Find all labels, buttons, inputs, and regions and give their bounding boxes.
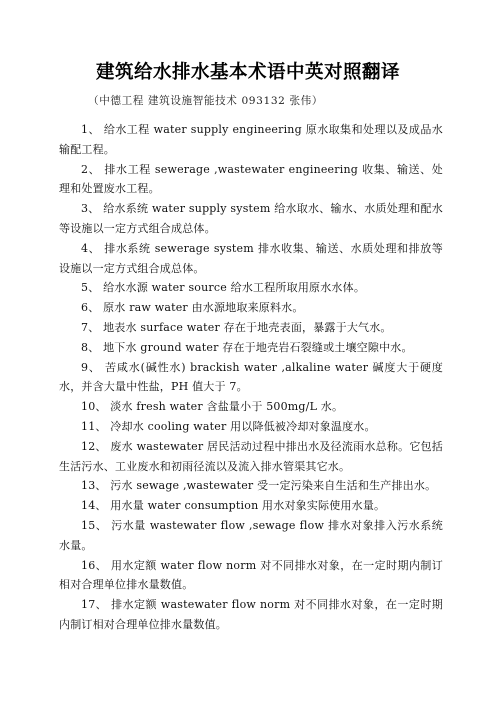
term-entry: 11、 冷却水 cooling water 用以降低被冷却对象温度水。 xyxy=(81,419,376,433)
term-entry: 13、 污水 sewage ,wastewater 受一定污染来自生活和生产排出水。 xyxy=(81,479,437,493)
term-entry: 16、 用水定额 water flow norm 对不同排水对象，在一定时期内制订相对合理单位排水量数值。 xyxy=(59,558,443,592)
document-title: 建筑给水排水基本术语中英对照翻译 xyxy=(95,62,400,83)
document-subtitle: （中德工程 建筑设施智能技术 093132 张伟） xyxy=(88,95,324,107)
term-entry: 4、 排水系统 sewerage system 排水收集、输送、水质处理和排放等设施以一定方式组合成总体。 xyxy=(59,241,443,275)
term-entry: 17、 排水定额 wastewater flow norm 对不同排水对象，在一定时期内制订相对合理单位排水量数值。 xyxy=(59,598,443,631)
term-entry: 8、 地下水 ground water 存在于地壳岩石裂缝或土壤空隙中水。 xyxy=(81,340,413,354)
term-entry: 9、 苦咸水(碱性水) brackish water ,alkaline water 碱度大于硬度水，并含大量中性盐，PH 值大于 7。 xyxy=(59,360,443,394)
term-entry: 7、 地表水 surface water 存在于地壳表面，暴露于大气水。 xyxy=(81,320,392,334)
term-list xyxy=(59,120,443,635)
term-entry: 3、 给水系统 water supply system 给水取水、输水、水质处理和配水等设施以一定方式组合成总体。 xyxy=(59,202,443,235)
term-entry: 14、 用水量 water consumption 用水对象实际使用水量。 xyxy=(81,499,386,513)
term-entry: 6、 原水 raw water 由水源地取来原料水。 xyxy=(81,301,304,315)
term-entry: 12、 废水 wastewater 居民活动过程中排出水及径流雨水总称。它包括生活污水、工业废水和初雨径流以及流入排水管渠其它水。 xyxy=(59,439,443,473)
term-entry: 5、 给水水源 water source 给水工程所取用原水水体。 xyxy=(81,281,366,295)
term-entry: 10、 淡水 fresh water 含盐量小于 500mg/L 水。 xyxy=(81,400,344,414)
term-entry: 2、 排水工程 sewerage ,wastewater engineering 收集、输送、处理和处置废水工程。 xyxy=(59,162,443,196)
term-entry: 1、 给水工程 water supply engineering 原水取集和处理以及成品水输配工程。 xyxy=(59,123,443,156)
term-entry: 15、 污水量 wastewater flow ,sewage flow 排水对象排入污水系统水量。 xyxy=(59,518,443,552)
